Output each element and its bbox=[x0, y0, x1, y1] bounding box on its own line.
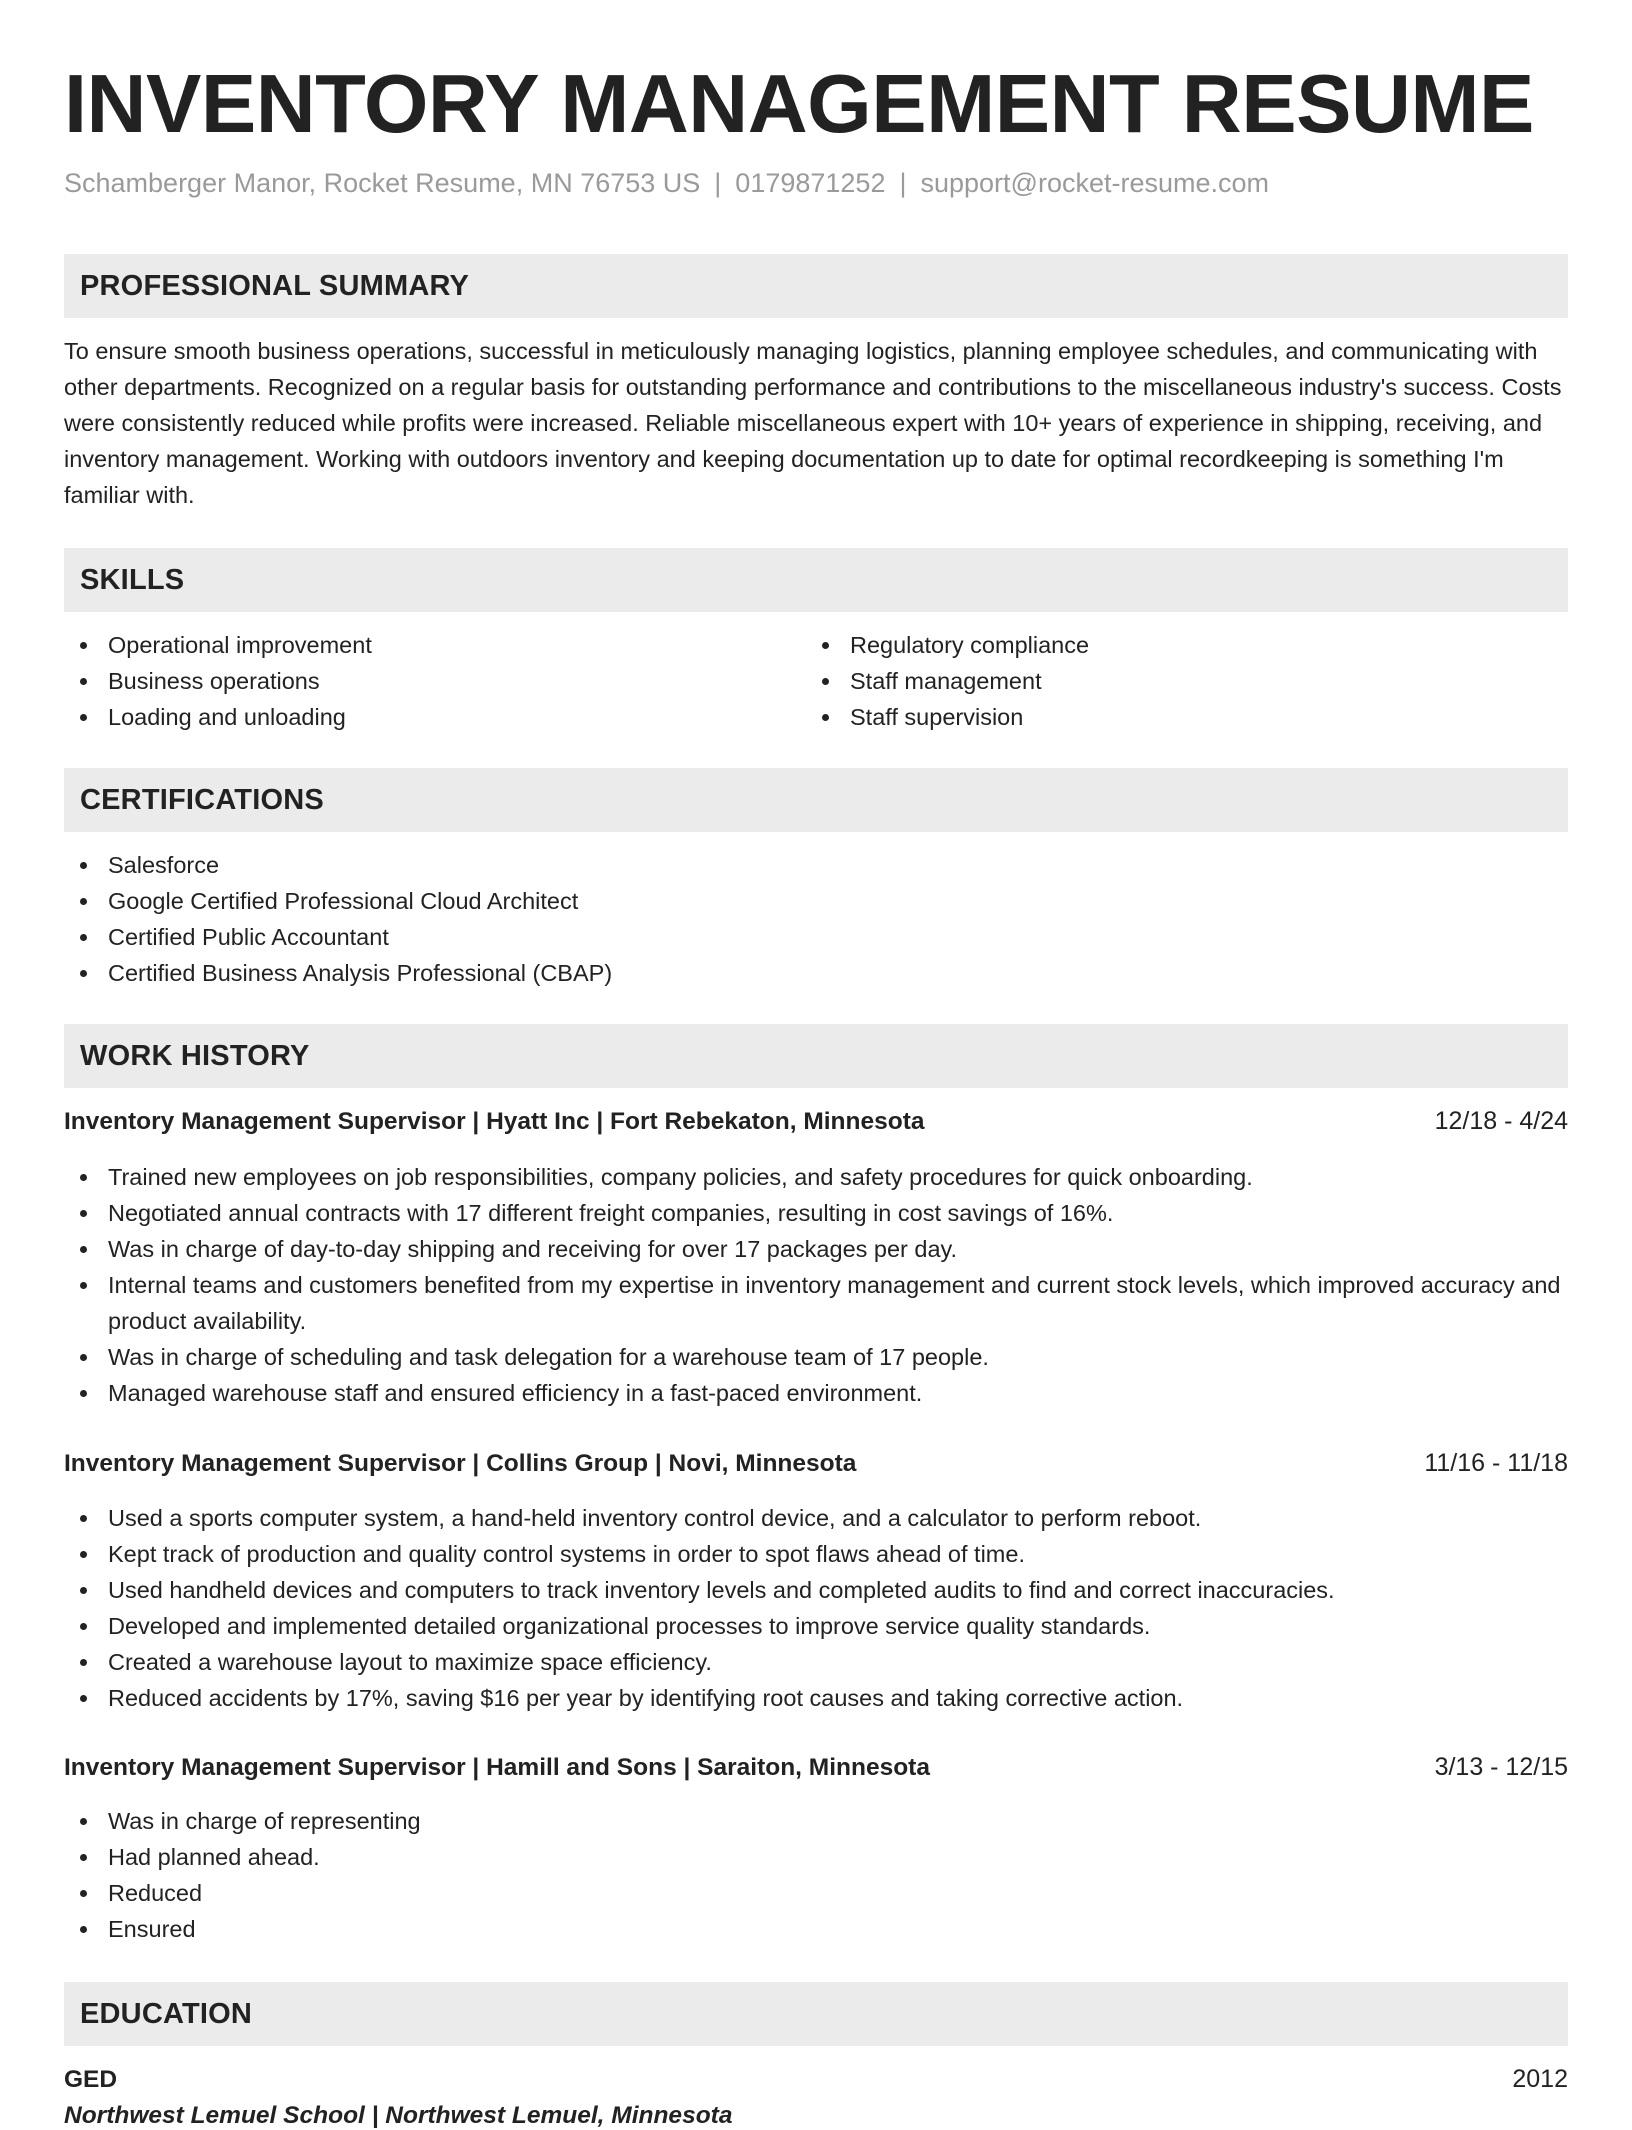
job-bullet: Was in charge of day-to-day shipping and receiving for over 17 packages per day. bbox=[64, 1231, 1568, 1267]
skill-item: Staff management bbox=[806, 663, 1546, 699]
job-bullet: Trained new employees on job responsibilities, company policies, and safety procedures for quick onboarding. bbox=[64, 1159, 1568, 1195]
job-bullet: Was in charge of scheduling and task delegation for a warehouse team of 17 people. bbox=[64, 1339, 1568, 1375]
job-title: Inventory Management Supervisor | Hyatt Inc | Fort Rebekaton, Minnesota bbox=[64, 1108, 925, 1135]
summary-text: To ensure smooth business operations, successful in meticulously managing logistics, planning employee schedules, and communicating with other departments. Recognized on a regular basis for outstanding performance and contributions to the miscellaneous industry's success. Costs were consistently reduced while profits were increased. Reliable miscellaneous expert with 10+ years of experience in shipping, receiving, and inventory management. Working with outdoors inventory and keeping documentation up to date for optimal recordkeeping is something I'm familiar with. bbox=[64, 338, 1562, 508]
job-bullet: Ensured bbox=[64, 1911, 1568, 1947]
skill-item: Loading and unloading bbox=[64, 699, 804, 735]
job-title: Inventory Management Supervisor | Collins Group | Novi, Minnesota bbox=[64, 1450, 857, 1477]
job-bullet: Kept track of production and quality control systems in order to spot flaws ahead of time. bbox=[64, 1536, 1568, 1572]
contact-address: Schamberger Manor, Rocket Resume, MN 76753 US bbox=[64, 168, 701, 198]
job-bullets bbox=[64, 1500, 1568, 1716]
certification-item: Salesforce bbox=[64, 847, 1568, 883]
certifications-list bbox=[64, 847, 1568, 991]
skill-item: Staff supervision bbox=[806, 699, 1546, 735]
job-bullets bbox=[64, 1159, 1568, 1411]
job-bullet: Used handheld devices and computers to track inventory levels and completed audits to find and correct inaccuracies. bbox=[64, 1572, 1568, 1608]
certification-item: Certified Business Analysis Professional (CBAP) bbox=[64, 955, 1568, 991]
skills-list-left bbox=[64, 627, 804, 735]
contact-separator: | bbox=[899, 168, 907, 198]
skill-item: Operational improvement bbox=[64, 627, 804, 663]
job-bullet: Reduced accidents by 17%, saving $16 per year by identifying root causes and taking corrective action. bbox=[64, 1680, 1568, 1716]
job-title: Inventory Management Supervisor | Hamill and Sons | Saraiton, Minnesota bbox=[64, 1754, 930, 1781]
section-heading-education: EDUCATION bbox=[64, 1982, 1568, 2046]
resume-title: INVENTORY MANAGEMENT RESUME bbox=[64, 57, 1534, 150]
skill-item: Business operations bbox=[64, 663, 804, 699]
job-dates: 12/18 - 4/24 bbox=[1434, 1107, 1568, 1135]
job-dates: 3/13 - 12/15 bbox=[1434, 1753, 1568, 1781]
job-bullet: Had planned ahead. bbox=[64, 1839, 1568, 1875]
contact-phone: 0179871252 bbox=[735, 168, 886, 198]
job-bullet: Managed warehouse staff and ensured efficiency in a fast-paced environment. bbox=[64, 1375, 1568, 1411]
contact-separator: | bbox=[714, 168, 722, 198]
job-bullet: Negotiated annual contracts with 17 different freight companies, resulting in cost savings of 16%. bbox=[64, 1195, 1568, 1231]
section-heading-work-history: WORK HISTORY bbox=[64, 1024, 1568, 1088]
job-bullet: Internal teams and customers benefited from my expertise in inventory management and current stock levels, which improved accuracy and product availability. bbox=[64, 1267, 1568, 1339]
job-bullet: Developed and implemented detailed organizational processes to improve service quality standards. bbox=[64, 1608, 1568, 1644]
education-year: 2012 bbox=[1512, 2065, 1568, 2093]
certification-item: Certified Public Accountant bbox=[64, 919, 1568, 955]
education-degree: GED bbox=[64, 2066, 118, 2093]
job-bullets bbox=[64, 1803, 1568, 1947]
job-bullet: Reduced bbox=[64, 1875, 1568, 1911]
contact-email[interactable]: support@rocket-resume.com bbox=[920, 168, 1270, 198]
section-heading-certifications: CERTIFICATIONS bbox=[64, 768, 1568, 832]
job-dates: 11/16 - 11/18 bbox=[1424, 1449, 1568, 1477]
section-heading-skills: SKILLS bbox=[64, 548, 1568, 612]
contact-line bbox=[64, 168, 1269, 199]
job-bullet: Created a warehouse layout to maximize space efficiency. bbox=[64, 1644, 1568, 1680]
skill-item: Regulatory compliance bbox=[806, 627, 1546, 663]
job-bullet: Was in charge of representing bbox=[64, 1803, 1568, 1839]
certification-item: Google Certified Professional Cloud Architect bbox=[64, 883, 1568, 919]
education-school: Northwest Lemuel School | Northwest Lemuel, Minnesota bbox=[64, 2102, 733, 2129]
job-bullet: Used a sports computer system, a hand-held inventory control device, and a calculator to perform reboot. bbox=[64, 1500, 1568, 1536]
skills-list-right bbox=[806, 627, 1546, 735]
section-heading-summary: PROFESSIONAL SUMMARY bbox=[64, 254, 1568, 318]
